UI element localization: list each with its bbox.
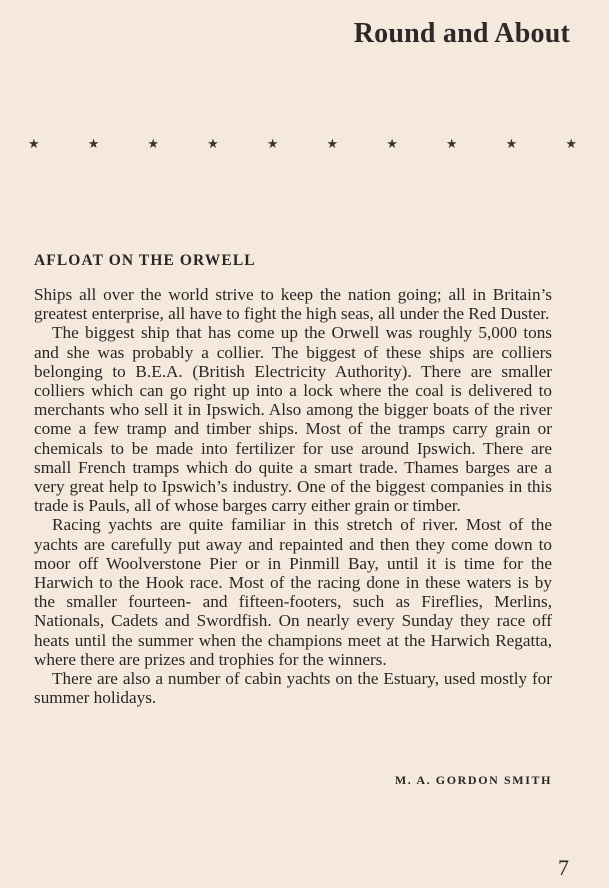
star-icon: ★ [147, 136, 160, 151]
star-icon: ★ [326, 136, 339, 151]
star-icon: ★ [445, 136, 458, 151]
star-icon: ★ [28, 136, 40, 151]
article-paragraph: Racing yachts are quite familiar in this stretch of river. Most of the yachts are carefully put away and repainted and then they come down to moor off Woolverstone Pier or in Pinmill Bay, until it is time for the Harwich to the Hook race. Most of the racing done in these waters is by the smaller fourteen- and fifteen-footers, such as Fireflies, Merlins, Nationals, Cadets and Swordfish. On nearly every Sunday they race off heats until the summer when the champions meet at the Harwich Regatta, where there are prizes and trophies for the winners. [34, 515, 552, 669]
star-icon: ★ [505, 136, 518, 151]
star-divider [28, 136, 577, 152]
page-number: 7 [558, 855, 569, 880]
article-heading: AFLOAT ON THE ORWELL [34, 252, 256, 269]
article-paragraph: The biggest ship that has come up the Orwell was roughly 5,000 tons and she was probably a collier. The biggest of these ships are colliers belonging to B.E.A. (British Electricity Authority). There are smaller colliers which can go right up into a lock where the coal is delivered to merchants who sell it in Ipswich. Also among the bigger boats of the river come a few tramp and timber ships. Most of the tramps carry grain or chemicals to be made into fertilizer for use around Ipswich. There are small French tramps which do quite a smart trade. Thames barges are a very great help to Ipswich’s industry. One of the biggest companies in this trade is Pauls, all of whose barges carry either grain or timber. [34, 323, 552, 516]
star-icon: ★ [266, 136, 279, 151]
star-icon: ★ [386, 136, 398, 151]
star-icon: ★ [87, 136, 100, 151]
page-title: Round and About [353, 18, 570, 49]
star-icon: ★ [207, 136, 219, 151]
article-body [34, 285, 552, 707]
author-byline: M. A. GORDON SMITH [394, 773, 552, 787]
article-paragraph: Ships all over the world strive to keep the nation going; all in Britain’s greatest enterprise, all have to fight the high seas, all under the Red Duster. [34, 285, 552, 324]
star-icon: ★ [565, 136, 577, 151]
article-paragraph: There are also a number of cabin yachts on the Estuary, used mostly for summer holidays. [34, 669, 552, 708]
